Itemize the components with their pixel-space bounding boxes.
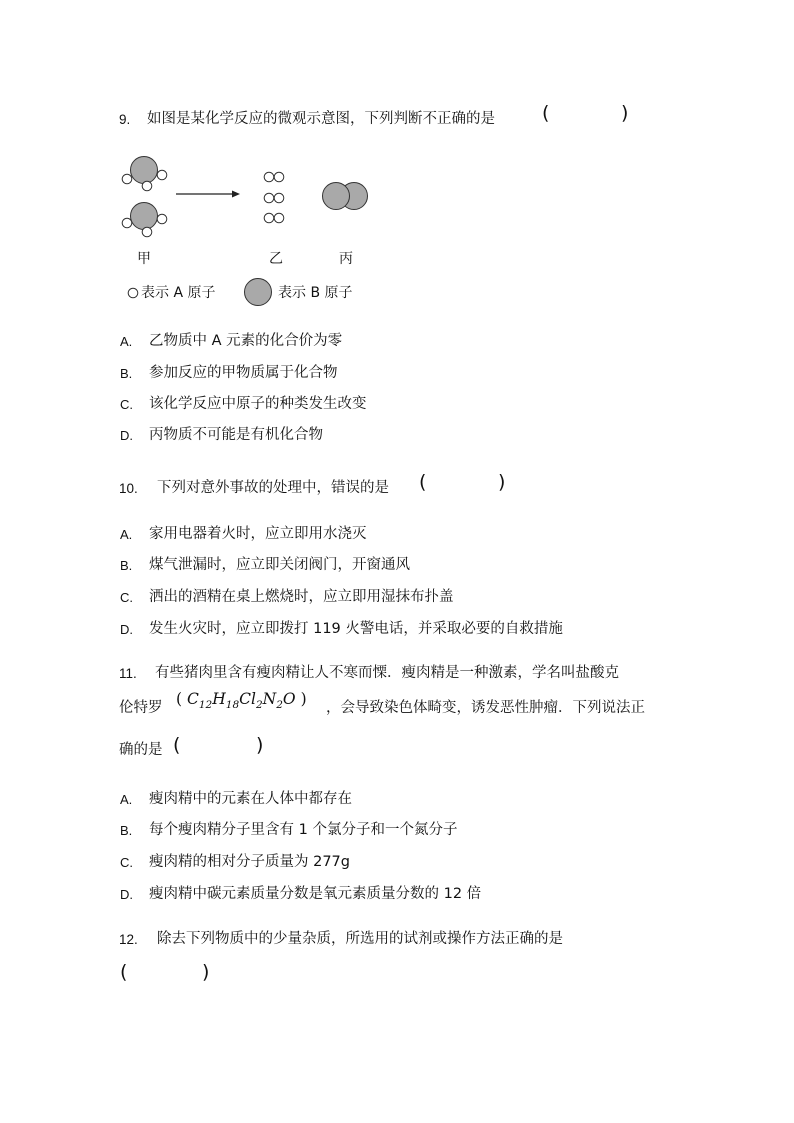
q12-number: 12. [119,932,138,947]
q9-option-b-letter: B. [120,366,133,381]
q10-option-d-text: 发生火灾时，应立即拨打 119 火警电话，并采取必要的自救措施 [149,621,563,637]
q11-option-d-text: 瘦肉精中碳元素质量分数是氧元素质量分数的 12 倍 [149,886,482,902]
q10-option-b-letter: B. [120,558,133,573]
label-yi: 乙 [269,251,283,267]
q9-option-b-text: 参加反应的甲物质属于化合物 [149,365,338,381]
q11-line2-a: 伦特罗 [119,700,163,716]
q9-option-a-letter: A. [120,334,133,349]
q11-option-b-letter: B. [120,823,133,838]
q12-paren-open: ( [120,961,128,983]
q9-option-c-letter: C. [120,397,133,412]
q10-paren-close: ) [498,471,506,493]
q9-number: 9. [119,112,131,127]
legend-b-text: 表示 B 原子 [278,285,353,301]
molecule-bing [323,183,368,210]
q10-number: 10. [119,481,138,496]
q9-option-d-letter: D. [120,428,133,443]
q9-option-d-text: 丙物质不可能是有机化合物 [149,427,323,443]
q11-option-b-text: 每个瘦肉精分子里含有 1 个氯分子和一个氮分子 [149,822,458,838]
q11-option-a-letter: A. [120,792,133,807]
legend-a-symbol [128,288,138,298]
q11-line2-b: ，会导致染色体畸变，诱发恶性肿瘤．下列说法正 [326,700,645,716]
q10-option-a-text: 家用电器着火时，应立即用水浇灭 [149,526,367,542]
q11-line1: 有些猪肉里含有瘦肉精让人不寒而慄．瘦肉精是一种激素，学名叫盐酸克 [155,665,619,681]
q11-paren-open: ( [173,734,181,756]
q10-paren-open: ( [419,471,427,493]
molecules-yi [264,172,284,223]
q10-stem: 下列对意外事故的处理中，错误的是 [157,480,389,496]
q9-paren-close: ) [621,102,629,124]
q11-number: 11. [119,666,137,681]
q11-option-c-letter: C. [120,855,133,870]
q9-option-c-text: 该化学反应中原子的种类发生改变 [149,396,367,412]
legend-b-symbol [245,279,272,306]
molecule-jia-bottom [122,203,167,237]
q11-formula: ( $C_{12}H_{18}Cl_2N_2O$ ) [176,690,307,712]
q10-option-a-letter: A. [120,527,133,542]
q10-option-c-letter: C. [120,590,133,605]
q10-option-d-letter: D. [120,622,133,637]
q9-option-a-text: 乙物质中 A 元素的化合价为零 [149,333,343,349]
label-bing: 丙 [339,251,353,267]
q11-option-d-letter: D. [120,887,133,902]
q10-option-c-text: 洒出的酒精在桌上燃烧时，应立即用湿抹布扑盖 [149,589,454,605]
label-jia: 甲 [137,251,151,267]
q9-paren-open: ( [542,102,550,124]
q11-paren-close: ) [256,734,264,756]
q11-option-c-text: 瘦肉精的相对分子质量为 277g [149,854,350,870]
q9-stem: 如图是某化学反应的微观示意图，下列判断不正确的是 [147,111,495,127]
molecule-jia-top [122,157,167,191]
legend-a-text: 表示 A 原子 [141,285,216,301]
q12-paren-close: ) [202,961,210,983]
q10-option-b-text: 煤气泄漏时，应立即关闭阀门，开窗通风 [149,557,410,573]
q11-option-a-text: 瘦肉精中的元素在人体中都存在 [149,791,352,807]
q12-stem: 除去下列物质中的少量杂质，所选用的试剂或操作方法正确的是 [157,931,563,947]
reaction-arrow [176,191,240,198]
q11-line3: 确的是 [119,742,163,758]
